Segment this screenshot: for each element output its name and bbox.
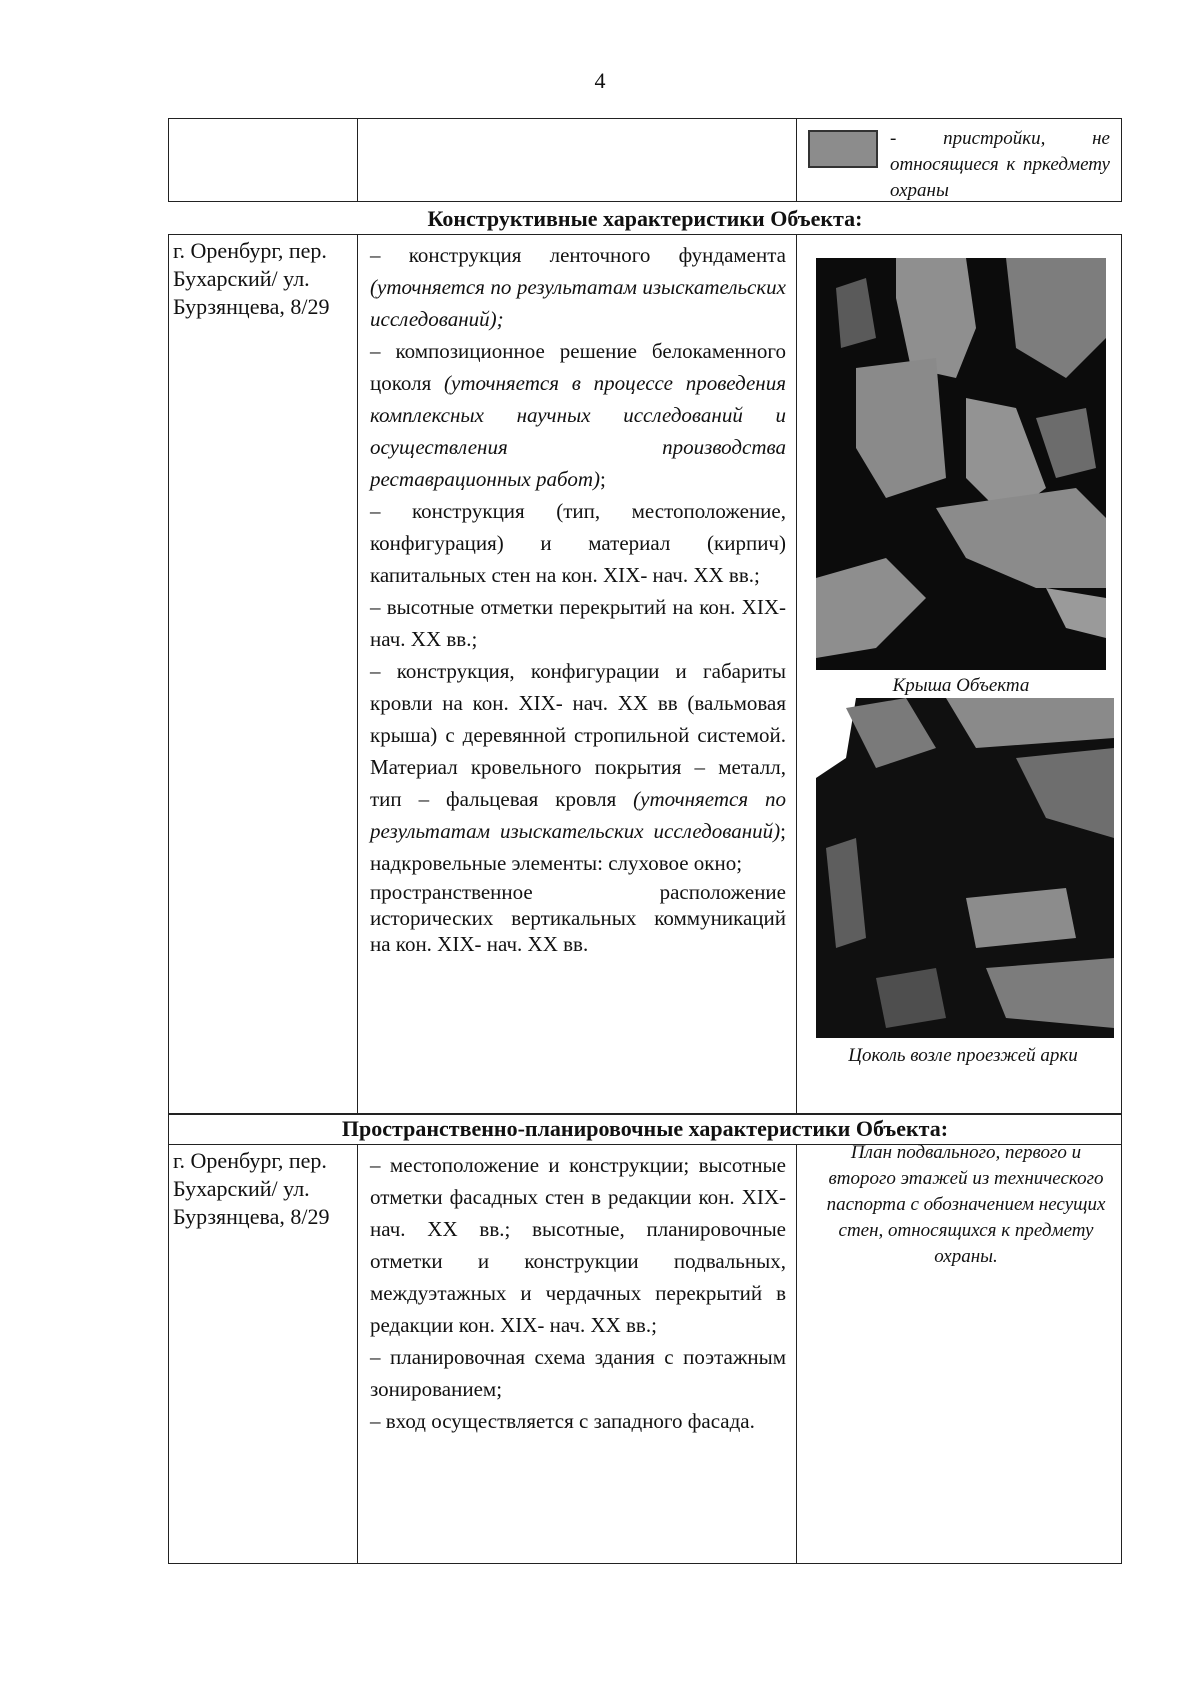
top-row-text-cell <box>357 118 797 202</box>
page-number: 4 <box>594 68 606 93</box>
plinth-photo-caption: Цоколь возле проезжей арки <box>848 1045 1078 1066</box>
list-item: – конструкция, конфигурации и габариты кровли на кон. XIX- нач. XX вв (вальмовая крыша) с деревянной стропильной системой. Материал кровельного покрытия – металл, тип – фальцевая кровля (уточняется по результатам изыскательских исследований); надкровельные элементы: слуховое окно; <box>370 659 786 875</box>
section-heading-constructive: Конструктивные характеристики Объекта: <box>427 206 863 231</box>
list-item: – высотные отметки перекрытий на кон. XIX- нач. XX вв.; <box>370 595 786 651</box>
list-item: – планировочная схема здания с поэтажным зонированием; <box>370 1345 786 1401</box>
list-item: – композиционное решение белокаменного цоколя (уточняется в процессе проведения комплексных научных исследований и осуществления производства реставрационных работ); <box>370 339 786 491</box>
plan-note: План подвального, первого и второго этажей из технического паспорта с обозначением несущих стен, относящихся к предмету охраны. <box>826 1142 1106 1267</box>
list-item: – конструкция ленточного фундамента (уточняется по результатам изыскательских исследований); <box>370 243 786 331</box>
address-cell: г. Оренбург, пер. Бухарский/ ул. Бурзянцева, 8/29 <box>168 234 358 1114</box>
list-item: – конструкция (тип, местоположение, конфигурация) и материал (кирпич) капитальных стен на кон. XIX- нач. XX вв.; <box>370 499 786 587</box>
plinth-photo <box>816 698 1114 1038</box>
list-item: пространственное расположение исторических вертикальных коммуникаций на кон. XIX- нач. XX вв. <box>370 880 786 956</box>
legend-text: - пристройки, не относящиеся к пркедмету охраны <box>890 128 1110 201</box>
document-table <box>168 118 1122 1588</box>
spatial-description <box>357 1144 797 1564</box>
constructive-description <box>357 234 797 1114</box>
roof-photo <box>816 258 1106 670</box>
list-item: – вход осуществляется с западного фасада. <box>370 1409 755 1433</box>
top-row-address-cell <box>168 118 358 202</box>
address-cell: г. Оренбург, пер. Бухарский/ ул. Бурзянцева, 8/29 <box>168 1144 358 1564</box>
list-item: – местоположение и конструкции; высотные отметки фасадных стен в редакции кон. XIX- нач. XX вв.; высотные, планировочные отметки и конструкции подвальных, междуэтажных и чердачных перекрытий в редакции кон. XIX- нач. XX вв.; <box>370 1153 786 1337</box>
section-heading-spatial: Пространственно-планировочные характеристики Объекта: <box>341 1116 949 1141</box>
roof-photo-caption: Крыша Объекта <box>892 675 1030 696</box>
roof-photo-image <box>816 258 1106 670</box>
legend-swatch <box>808 130 878 168</box>
plinth-photo-image <box>816 698 1114 1038</box>
